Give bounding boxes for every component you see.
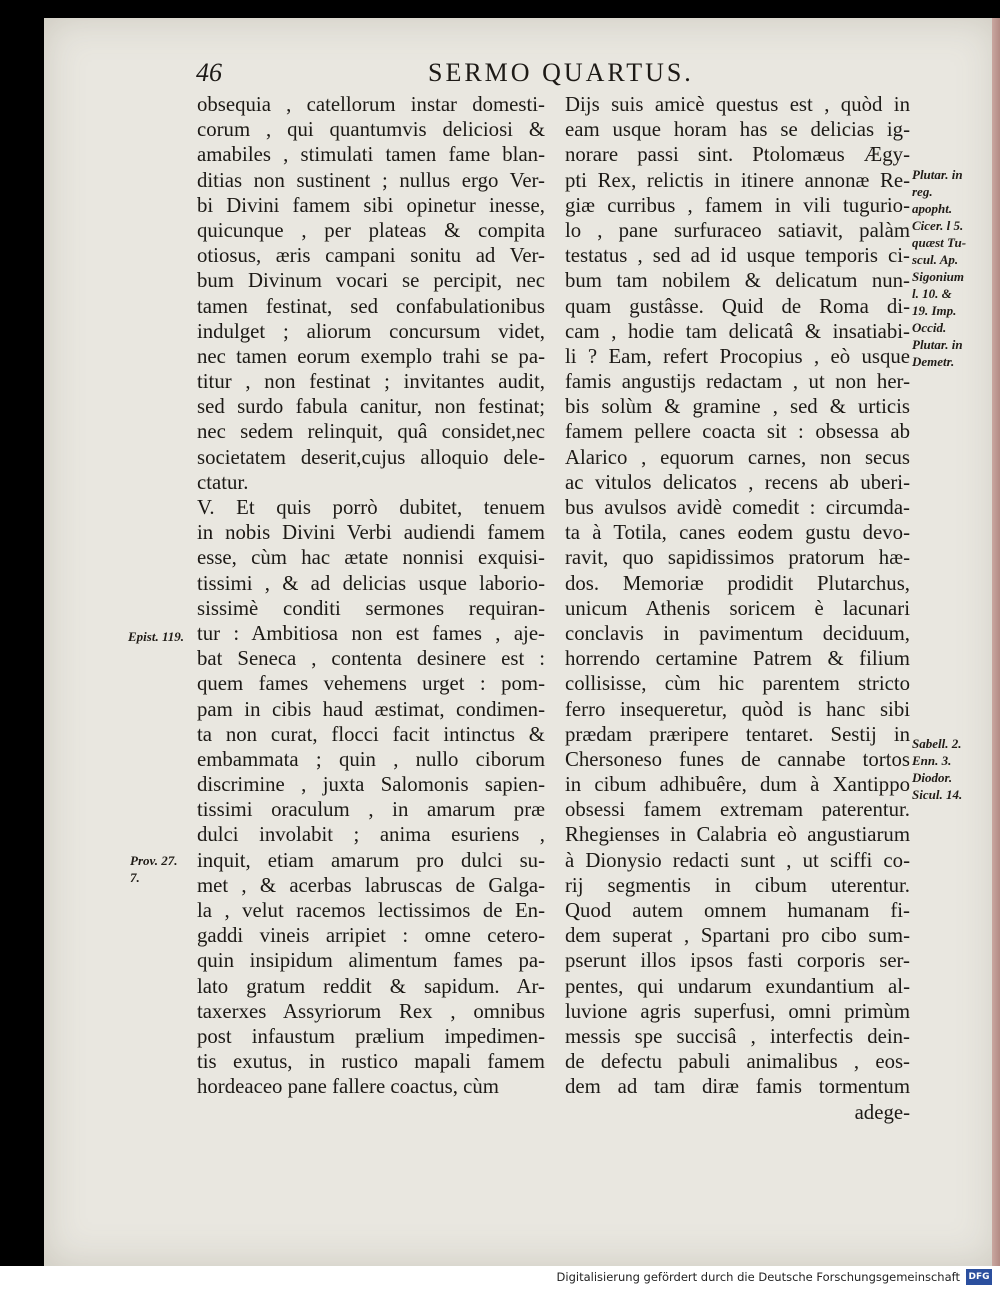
text-line: lato gratum reddit & sapidum. Ar- <box>197 974 545 998</box>
text-line: tis exutus, in rustico mapali famem <box>197 1050 545 1074</box>
text-line: nec tamen eorum exemplo trahi se pa- <box>197 344 545 368</box>
text-line: lo , pane surfuraceo satiavit, palàm <box>565 218 910 242</box>
margin-note-line: Sigonium <box>912 269 965 284</box>
text-line: dulci involabit ; anima esuriens , <box>197 823 545 847</box>
text-line: obsequia , catellorum instar domesti- <box>197 93 545 116</box>
margin-note-line: Demetr. <box>912 354 955 369</box>
text-line: testatus , sed ad id usque temporis ci- <box>565 244 910 268</box>
text-line: ravit, quo sapidissimos pratorum hæ- <box>565 546 910 570</box>
text-line: luvione agris superfusi, omni primùm <box>565 999 910 1023</box>
text-line: quam gustâsse. Quid de Roma di- <box>565 294 910 318</box>
text-line: rij segmentis in cibum uterentur. <box>565 873 910 897</box>
left-margin-note <box>130 852 178 886</box>
text-line: corum , qui quantumvis deliciosi & <box>197 118 545 142</box>
text-line: hordeaceo pane fallere coactus, cùm <box>197 1075 499 1099</box>
margin-note-line: Prov. 27. <box>130 853 178 868</box>
margin-note-line: 19. Imp. <box>912 303 957 318</box>
text-line: bus avulsos avidè comedit : circumda- <box>565 496 910 519</box>
text-line: met , & acerbas labruscas de Galga- <box>197 873 545 897</box>
text-line: bum tam nobilem & delicatum nun- <box>565 269 910 293</box>
text-line: pentes, qui undarum exundantium al- <box>565 974 910 998</box>
margin-note-line: Diodor. <box>912 770 953 785</box>
text-line: eam usque horam has se delicias ig- <box>565 118 910 142</box>
text-line: ta non curat, flocci facit intinctus & <box>197 722 545 746</box>
text-line: horrendo certamine Patrem & filium <box>565 647 910 671</box>
right-margin-note <box>912 735 962 803</box>
left-text-column <box>197 92 545 1100</box>
text-line: Alarico , equorum carnes, non secus <box>565 445 910 469</box>
text-line: titur , non festinat ; invitantes audit, <box>197 370 545 394</box>
left-margin-note <box>128 628 184 645</box>
text-line: famem pellere coacta sit : obsessa ab <box>565 420 910 444</box>
margin-note-line: Cicer. l 5. <box>912 218 964 233</box>
text-line: bi Divini famem sibi opinetur inesse, <box>197 193 545 217</box>
running-title: SERMO QUARTUS. <box>428 58 694 87</box>
margin-note-line: 7. <box>130 870 140 885</box>
text-line: Quod autem omnem humanam fi- <box>565 899 910 922</box>
digitization-footer <box>0 1266 1000 1289</box>
right-text-column <box>565 92 910 1125</box>
text-line: obsessi famem extremam paterentur. <box>565 798 910 822</box>
text-line: ferro insequeretur, quòd is hanc sibi <box>565 697 910 721</box>
text-line: inquit, etiam amarum pro dulci su- <box>197 848 545 872</box>
text-line: dem superat , Spartani pro cibo sum- <box>565 924 910 948</box>
margin-note-line: Sabell. 2. <box>912 736 962 751</box>
text-line: tissimi oraculum , in amarum præ <box>197 798 545 822</box>
text-line: in cibum adhibuêre, dum à Xantippo <box>565 773 910 797</box>
text-line: messis spe succisâ , interfectis dein- <box>565 1024 910 1048</box>
margin-note-line: quæst Tu- <box>912 235 967 250</box>
text-line: indulget ; aliorum concursum videt, <box>197 319 545 343</box>
margin-note-line: l. 10. & <box>912 286 952 301</box>
text-line: tamen festinat, sed confabulationibus <box>197 294 545 318</box>
text-line: taxerxes Assyriorum Rex , omnibus <box>197 999 545 1023</box>
text-line: bat Seneca , contenta desinere est : <box>197 647 545 671</box>
text-line: de defectu pabuli animalibus , eos- <box>565 1050 910 1074</box>
text-line: discrimine , juxta Salomonis sapien- <box>197 773 545 797</box>
running-header <box>196 58 896 92</box>
text-line: sissimè conditi sermones requiran- <box>197 596 545 620</box>
text-line: gaddi vineis arripiet : omne cetero- <box>197 924 545 948</box>
text-line: quicunque , per plateas & compita <box>197 218 545 242</box>
text-line: pti Rex, relictis in itinere annonæ Re- <box>565 168 910 192</box>
margin-note-line: scul. Ap. <box>912 252 959 267</box>
text-line: ctatur. <box>197 470 249 494</box>
margin-note-line: Occid. <box>912 320 947 335</box>
text-line: sed surdo fabula canitur, non festinat; <box>197 395 545 419</box>
page-edge <box>992 18 1000 1266</box>
footer-credit: Digitalisierung gefördert durch die Deutsche Forschungsgemeinschaft <box>556 1270 960 1284</box>
page-number: 46 <box>196 58 222 87</box>
text-line: otiosus, æris campani sonitu ad Ver- <box>197 244 545 268</box>
text-line: bis solùm & gramine , sed & urticis <box>565 395 910 419</box>
text-line: prædam præripere tentaret. Sestij in <box>565 722 910 746</box>
text-line: post infaustum prælium impedimen- <box>197 1024 545 1048</box>
margin-note-line: Sicul. 14. <box>912 787 963 802</box>
text-line: tissimi , & ad delicias usque laborio- <box>197 571 545 595</box>
text-line: in nobis Divini Verbi audiendi famem <box>197 521 545 545</box>
text-line: collisisse, cùm hic parentem stricto <box>565 672 910 696</box>
margin-note-line: apopht. <box>912 201 953 216</box>
dfg-logo: DFG <box>966 1269 992 1285</box>
text-line: pam in cibis haud æstimat, condimen- <box>197 697 545 721</box>
text-line: Chersoneso funes de cannabe tortos <box>565 747 910 771</box>
text-line: conclavis in pavimentum deciduum, <box>565 621 910 645</box>
text-line: amabiles , stimulati tamen fame blan- <box>197 143 545 167</box>
text-line: Rhegienses in Calabria eò angustiarum <box>565 823 910 847</box>
text-line: ditias non sustinent ; nullus ergo Ver- <box>197 168 545 192</box>
text-line: quem fames vehemens urget : pom- <box>197 672 545 696</box>
margin-note-line: Plutar. in <box>912 167 963 182</box>
right-margin-note <box>912 166 966 370</box>
margin-note-line: reg. <box>912 184 933 199</box>
margin-note-line: Plutar. in <box>912 337 963 352</box>
margin-note-line: Epist. 119. <box>128 629 184 644</box>
text-line: li ? Eam, refert Procopius , eò usque <box>565 344 910 368</box>
text-line: famis angustijs redactam , ut non her- <box>565 370 910 394</box>
text-line: unicum Athenis soricem è lacunari <box>565 596 910 620</box>
text-line: Dijs suis amicè questus est , quòd in <box>565 93 910 116</box>
text-line: quin insipidum alimentum fames pa- <box>197 949 545 973</box>
text-line: dos. Memoriæ prodidit Plutarchus, <box>565 571 910 595</box>
text-line: esse, cùm hac ætate nonnisi exquisi- <box>197 546 545 570</box>
text-line: la , velut racemos lectissimos de En- <box>197 899 545 922</box>
text-line: V. Et quis porrò dubitet, tenuem <box>197 496 545 519</box>
text-line: bum Divinum vocari se percipit, nec <box>197 269 545 293</box>
text-line: ta à Totila, canes eodem gustu devo- <box>565 521 910 545</box>
margin-note-line: Enn. 3. <box>912 753 952 768</box>
text-line: nec sedem relinquit, quâ considet,nec <box>197 420 545 444</box>
text-line: norare passi sint. Ptolomæus Ægy- <box>565 143 910 167</box>
text-line: à Dionysio redacti sunt , ut sciffi co- <box>565 848 910 872</box>
text-line: cam , hodie tam delicatâ & insatiabi- <box>565 319 910 343</box>
text-line: embammata ; quin , nullo ciborum <box>197 747 545 771</box>
text-line: societatem deserit,cujus alloquio dele- <box>197 445 545 469</box>
text-line: giæ curribus , famem in vili tugurio- <box>565 193 910 217</box>
text-line: ac vitulos delicatos , recens ab uberi- <box>565 470 910 494</box>
text-line: tur : Ambitiosa non est fames , aje- <box>197 621 545 645</box>
text-line: adege- <box>854 1100 910 1124</box>
text-line: pserunt illos ipsos fasti corporis ser- <box>565 949 910 973</box>
text-line: dem ad tam diræ famis tormentum <box>565 1075 910 1099</box>
